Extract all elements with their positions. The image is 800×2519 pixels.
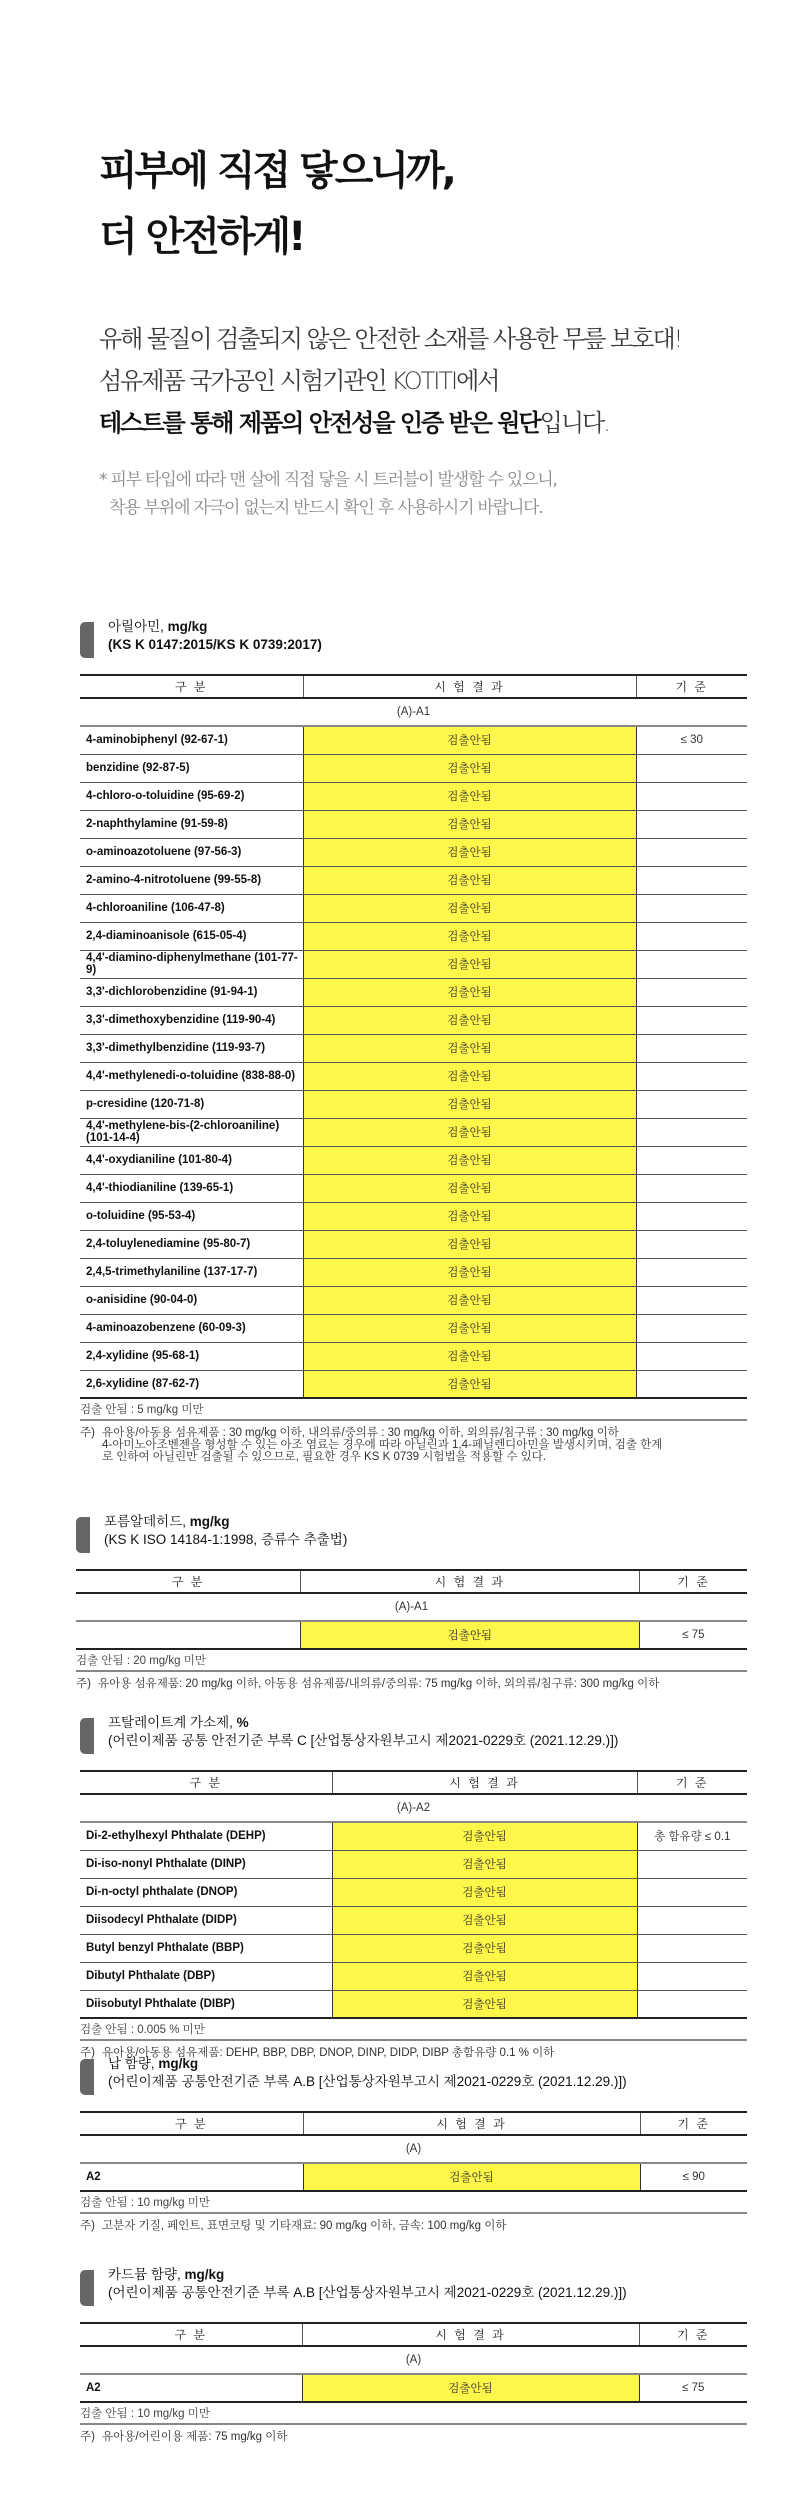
section-formaldehyde xyxy=(76,1513,747,1690)
test-result: 검출안됨 xyxy=(303,838,636,866)
table-header xyxy=(80,675,747,698)
standard-limit xyxy=(636,922,747,950)
footnote-mark: 주) xyxy=(76,1678,91,1690)
table-row xyxy=(80,1850,747,1878)
column-category: 구 분 xyxy=(80,2112,303,2135)
test-result: 검출안됨 xyxy=(303,1034,636,1062)
standard-limit: ≤ 75 xyxy=(639,1621,747,1649)
footnote-lines xyxy=(102,1427,662,1463)
hero-title-line-2: 더 안전하게! xyxy=(99,214,304,260)
results-table xyxy=(80,2322,747,2403)
test-result: 검출안됨 xyxy=(332,1850,637,1878)
section-phthalate xyxy=(80,1714,747,2059)
substance-name xyxy=(76,1621,300,1649)
substance-name: Di-2-ethylhexyl Phthalate (DEHP) xyxy=(80,1822,332,1850)
section-title-kr: 납 함량, xyxy=(108,2056,159,2071)
detection-limit: 검출 안됨 : 10 mg/kg 미만 xyxy=(80,2192,747,2214)
standard-limit: 총 함유량 ≤ 0.1 xyxy=(637,1822,747,1850)
substance-name: 2-amino-4-nitrotoluene (99-55-8) xyxy=(80,866,303,894)
substance-name: 4-chloroaniline (106-47-8) xyxy=(80,894,303,922)
table-header xyxy=(76,1570,747,1593)
column-category: 구 분 xyxy=(80,675,303,698)
test-result: 검출안됨 xyxy=(332,1990,637,2018)
table-row xyxy=(80,1006,747,1034)
footnote xyxy=(76,1672,747,1690)
section-title-unit: mg/kg xyxy=(158,2056,199,2071)
footnote-line: 유아용/아동용 섬유제품: DEHP, BBP, DBP, DNOP, DINP, DIDP, DIBP 총함유량 0.1 % 이하 xyxy=(102,2047,555,2059)
test-result: 검출안됨 xyxy=(332,1962,637,1990)
test-result: 검출안됨 xyxy=(303,1342,636,1370)
subheader-row xyxy=(80,2346,747,2374)
substance-name: 4-aminobiphenyl (92-67-1) xyxy=(80,726,303,754)
table-row xyxy=(80,1258,747,1286)
standard-limit: ≤ 75 xyxy=(639,2374,747,2402)
footnote-lines xyxy=(102,2220,506,2232)
results-table xyxy=(76,1569,747,1650)
test-result: 검출안됨 xyxy=(303,978,636,1006)
test-result: 검출안됨 xyxy=(303,1118,636,1146)
test-result: 검출안됨 xyxy=(303,1370,636,1398)
test-result: 검출안됨 xyxy=(303,1286,636,1314)
section-heading xyxy=(80,1714,747,1760)
table-row xyxy=(80,866,747,894)
section-title xyxy=(108,2266,747,2284)
table-body xyxy=(76,1593,747,1649)
section-heading xyxy=(80,618,747,664)
column-category: 구 분 xyxy=(80,1771,332,1794)
standard-limit xyxy=(636,1034,747,1062)
substance-name: 2-naphthylamine (91-59-8) xyxy=(80,810,303,838)
intro-line-1: 유해 물질이 검출되지 않은 안전한 소재를 사용한 무릎 보호대! xyxy=(99,325,682,353)
table-row xyxy=(80,894,747,922)
footnote-line: 고분자 기질, 페인트, 표면코팅 및 기타재료: 90 mg/kg 이하, 금속: 100 mg/kg 이하 xyxy=(102,2220,507,2232)
substance-name: o-toluidine (95-53-4) xyxy=(80,1202,303,1230)
subheader-row xyxy=(80,2135,747,2163)
section-arylamine xyxy=(80,618,747,1463)
table-body xyxy=(80,1794,747,2018)
column-result: 시 험 결 과 xyxy=(300,1570,639,1593)
column-result: 시 험 결 과 xyxy=(332,1771,637,1794)
table-row xyxy=(80,838,747,866)
hero-title-line-1: 피부에 직접 닿으니까, xyxy=(99,148,454,194)
substance-name: o-anisidine (90-04-0) xyxy=(80,1286,303,1314)
substance-name: Di-iso-nonyl Phthalate (DINP) xyxy=(80,1850,332,1878)
standard-limit xyxy=(636,894,747,922)
substance-name: o-aminoazotoluene (97-56-3) xyxy=(80,838,303,866)
test-result: 검출안됨 xyxy=(302,2374,639,2402)
test-result: 검출안됨 xyxy=(332,1934,637,1962)
substance-name: 2,4-toluylenediamine (95-80-7) xyxy=(80,1230,303,1258)
section-heading xyxy=(80,2266,747,2312)
footnote-line: 유아용/아동용 섬유제품 : 30 mg/kg 이하, 내의류/중의류 : 30 mg/kg 이하, 외의류/침구류 : 30 mg/kg 이하 xyxy=(102,1427,619,1439)
standard-limit xyxy=(636,1062,747,1090)
standard-limit xyxy=(636,782,747,810)
intro-line-3 xyxy=(99,402,681,444)
subheader-cell: (A) xyxy=(80,2135,747,2163)
section-title xyxy=(108,2055,747,2073)
table-row xyxy=(80,1934,747,1962)
test-result: 검출안됨 xyxy=(303,754,636,782)
table-row xyxy=(80,1118,747,1146)
test-result: 검출안됨 xyxy=(303,782,636,810)
column-standard: 기 준 xyxy=(639,1570,747,1593)
caution-text xyxy=(99,466,557,522)
footnote-mark: 주) xyxy=(80,2220,95,2232)
test-result: 검출안됨 xyxy=(332,1822,637,1850)
standard-limit xyxy=(636,1342,747,1370)
table-row xyxy=(80,1230,747,1258)
section-method: (어린이제품 공통안전기준 부록 A.B [산업통상자원부고시 제2021-0229호 (2021.12.29.)]) xyxy=(108,2074,627,2089)
section-title xyxy=(108,1714,747,1732)
heading-bar-icon xyxy=(80,2270,94,2306)
header-row xyxy=(80,675,747,698)
substance-name: 4-chloro-o-toluidine (95-69-2) xyxy=(80,782,303,810)
test-result: 검출안됨 xyxy=(303,950,636,978)
results-table xyxy=(80,674,747,1399)
substance-name: 4,4'-methylene-bis-(2-chloroaniline) (101-14-4) xyxy=(80,1118,303,1146)
standard-limit xyxy=(636,1258,747,1286)
table-row xyxy=(80,1314,747,1342)
section-title xyxy=(108,618,747,636)
test-result: 검출안됨 xyxy=(303,1006,636,1034)
footnote-line: 4-아미노아조벤젠을 형성할 수 있는 아조 염료는 경우에 따라 아닐린과 1,4-페닐렌디아민을 발생시키며, 검출 한계 xyxy=(102,1439,663,1451)
test-result: 검출안됨 xyxy=(303,726,636,754)
table-row xyxy=(80,2163,747,2191)
section-title-unit: % xyxy=(236,1715,249,1730)
footnote-line: 유아용/어린이용 제품: 75 mg/kg 이하 xyxy=(102,2431,288,2443)
footnote-line: 로 인하여 아닐린만 검출될 수 있으므로, 필요한 경우 KS K 0739 시험법을 적용할 수 있다. xyxy=(102,1451,547,1463)
footnote xyxy=(80,2425,747,2443)
subheader-cell: (A)-A2 xyxy=(80,1794,747,1822)
column-category: 구 분 xyxy=(76,1570,300,1593)
standard-limit xyxy=(636,1090,747,1118)
test-result: 검출안됨 xyxy=(303,1314,636,1342)
results-table xyxy=(80,2111,747,2192)
subheader-row xyxy=(76,1593,747,1621)
standard-limit: ≤ 30 xyxy=(636,726,747,754)
footnote xyxy=(80,1421,747,1463)
standard-limit: ≤ 90 xyxy=(640,2163,747,2191)
section-title-unit: mg/kg xyxy=(167,619,208,634)
heading-bar-icon xyxy=(80,1718,94,1754)
table-row xyxy=(80,782,747,810)
subheader-cell: (A)-A1 xyxy=(76,1593,747,1621)
test-result: 검출안됨 xyxy=(332,1906,637,1934)
substance-name: 4,4'-oxydianiline (101-80-4) xyxy=(80,1146,303,1174)
column-standard: 기 준 xyxy=(640,2112,747,2135)
table-row xyxy=(80,2374,747,2402)
substance-name: A2 xyxy=(80,2374,302,2402)
intro-text xyxy=(99,318,681,444)
substance-name: Butyl benzyl Phthalate (BBP) xyxy=(80,1934,332,1962)
subheader-row xyxy=(80,698,747,726)
substance-name: 2,4,5-trimethylaniline (137-17-7) xyxy=(80,1258,303,1286)
substance-name: benzidine (92-87-5) xyxy=(80,754,303,782)
standard-limit xyxy=(636,1146,747,1174)
table-row xyxy=(80,1342,747,1370)
standard-limit xyxy=(637,1850,747,1878)
standard-limit xyxy=(637,1878,747,1906)
standard-limit xyxy=(636,1370,747,1398)
table-row xyxy=(80,1990,747,2018)
header-row xyxy=(76,1570,747,1593)
table-row xyxy=(80,1202,747,1230)
section-title-kr: 카드뮴 함량, xyxy=(108,2267,185,2282)
substance-name: 2,6-xylidine (87-62-7) xyxy=(80,1370,303,1398)
test-result: 검출안됨 xyxy=(300,1621,639,1649)
table-row xyxy=(80,978,747,1006)
test-result: 검출안됨 xyxy=(303,1202,636,1230)
hero-heading xyxy=(99,138,454,270)
substance-name: Diisodecyl Phthalate (DIDP) xyxy=(80,1906,332,1934)
substance-name: 3,3'-dimethylbenzidine (119-93-7) xyxy=(80,1034,303,1062)
table-row xyxy=(80,1146,747,1174)
test-result: 검출안됨 xyxy=(303,922,636,950)
section-title-unit: mg/kg xyxy=(184,2267,225,2282)
standard-limit xyxy=(636,1006,747,1034)
section-method: (KS K 0147:2015/KS K 0739:2017) xyxy=(108,637,322,652)
detection-limit: 검출 안됨 : 0.005 % 미만 xyxy=(80,2019,747,2041)
column-category: 구 분 xyxy=(80,2323,302,2346)
intro-line-3-bold: 테스트를 통해 제품의 안전성을 인증 받은 원단 xyxy=(99,409,540,437)
test-result: 검출안됨 xyxy=(303,1230,636,1258)
table-row xyxy=(80,754,747,782)
table-row xyxy=(80,1286,747,1314)
column-result: 시 험 결 과 xyxy=(302,2323,639,2346)
section-cadmium xyxy=(80,2266,747,2443)
footnote-mark: 주) xyxy=(80,2047,95,2059)
substance-name: A2 xyxy=(80,2163,303,2191)
results-table xyxy=(80,1770,747,2019)
intro-line-3-rest: 입니다. xyxy=(539,409,609,437)
table-header xyxy=(80,2112,747,2135)
substance-name: 4-aminoazobenzene (60-09-3) xyxy=(80,1314,303,1342)
detection-limit: 검출 안됨 : 20 mg/kg 미만 xyxy=(76,1650,747,1672)
standard-limit xyxy=(637,1906,747,1934)
section-title-unit: mg/kg xyxy=(189,1514,230,1529)
header-row xyxy=(80,2112,747,2135)
column-result: 시 험 결 과 xyxy=(303,675,636,698)
table-row xyxy=(76,1621,747,1649)
header-row xyxy=(80,2323,747,2346)
test-result: 검출안됨 xyxy=(303,866,636,894)
substance-name: Dibutyl Phthalate (DBP) xyxy=(80,1962,332,1990)
standard-limit xyxy=(637,1934,747,1962)
caution-line-1: * 피부 타입에 따라 맨 살에 직접 닿을 시 트러블이 발생할 수 있으니, xyxy=(99,470,557,490)
subheader-row xyxy=(80,1794,747,1822)
substance-name: p-cresidine (120-71-8) xyxy=(80,1090,303,1118)
table-body xyxy=(80,2135,747,2191)
section-method: (KS K ISO 14184-1:1998, 증류수 추출법) xyxy=(104,1532,348,1547)
standard-limit xyxy=(637,1990,747,2018)
substance-name: 4,4'-methylenedi-o-toluidine (838-88-0) xyxy=(80,1062,303,1090)
substance-name: 2,4-diaminoanisole (615-05-4) xyxy=(80,922,303,950)
test-result: 검출안됨 xyxy=(303,1146,636,1174)
standard-limit xyxy=(636,1202,747,1230)
table-row xyxy=(80,922,747,950)
substance-name: Diisobutyl Phthalate (DIBP) xyxy=(80,1990,332,2018)
column-standard: 기 준 xyxy=(637,1771,747,1794)
section-method: (어린이제품 공통 안전기준 부록 C [산업통상자원부고시 제2021-0229호 (2021.12.29.)]) xyxy=(108,1733,619,1748)
test-result: 검출안됨 xyxy=(303,1062,636,1090)
test-result: 검출안됨 xyxy=(303,894,636,922)
standard-limit xyxy=(636,866,747,894)
test-result: 검출안됨 xyxy=(303,2163,640,2191)
table-row xyxy=(80,1174,747,1202)
column-standard: 기 준 xyxy=(639,2323,747,2346)
test-result: 검출안됨 xyxy=(303,1258,636,1286)
heading-bar-icon xyxy=(80,622,94,658)
substance-name: 3,3'-dimethoxybenzidine (119-90-4) xyxy=(80,1006,303,1034)
substance-name: 3,3'-dichlorobenzidine (91-94-1) xyxy=(80,978,303,1006)
section-title xyxy=(104,1513,747,1531)
table-row xyxy=(80,1090,747,1118)
test-result: 검출안됨 xyxy=(303,810,636,838)
standard-limit xyxy=(636,978,747,1006)
section-title-kr: 포름알데히드, xyxy=(104,1514,190,1529)
section-heading xyxy=(76,1513,747,1559)
subheader-cell: (A)-A1 xyxy=(80,698,747,726)
test-result: 검출안됨 xyxy=(332,1878,637,1906)
section-title-kr: 프탈레이트계 가소제, xyxy=(108,1715,237,1730)
intro-line-2: 섬유제품 국가공인 시험기관인 KOTITI에서 xyxy=(99,367,499,395)
column-result: 시 험 결 과 xyxy=(303,2112,640,2135)
section-method: (어린이제품 공통안전기준 부록 A.B [산업통상자원부고시 제2021-0229호 (2021.12.29.)]) xyxy=(108,2285,627,2300)
footnote-lines xyxy=(102,2431,287,2443)
footnote-lines xyxy=(98,1678,659,1690)
substance-name: 4,4'-thiodianiline (139-65-1) xyxy=(80,1174,303,1202)
header-row xyxy=(80,1771,747,1794)
standard-limit xyxy=(636,1314,747,1342)
table-body xyxy=(80,698,747,1398)
table-body xyxy=(80,2346,747,2402)
subheader-cell: (A) xyxy=(80,2346,747,2374)
table-row xyxy=(80,1034,747,1062)
table-row xyxy=(80,950,747,978)
table-header xyxy=(80,2323,747,2346)
standard-limit xyxy=(636,1118,747,1146)
section-lead xyxy=(80,2055,747,2232)
heading-bar-icon xyxy=(76,1517,90,1553)
detection-limit: 검출 안됨 : 5 mg/kg 미만 xyxy=(80,1399,747,1421)
standard-limit xyxy=(636,754,747,782)
footnote-mark: 주) xyxy=(80,1427,95,1439)
substance-name: 4,4'-diamino-diphenylmethane (101-77-9) xyxy=(80,950,303,978)
substance-name: Di-n-octyl phthalate (DNOP) xyxy=(80,1878,332,1906)
standard-limit xyxy=(636,838,747,866)
test-result: 검출안됨 xyxy=(303,1174,636,1202)
standard-limit xyxy=(636,1230,747,1258)
table-row xyxy=(80,1906,747,1934)
footnote-line: 유아용 섬유제품: 20 mg/kg 이하, 아동용 섬유제품/내의류/중의류: 75 mg/kg 이하, 외의류/침구류: 300 mg/kg 이하 xyxy=(98,1678,660,1690)
table-header xyxy=(80,1771,747,1794)
section-heading xyxy=(80,2055,747,2101)
caution-line-2: 착용 부위에 자극이 없는지 반드시 확인 후 사용하시기 바랍니다. xyxy=(109,498,543,518)
standard-limit xyxy=(637,1962,747,1990)
table-row xyxy=(80,1062,747,1090)
standard-limit xyxy=(636,810,747,838)
table-row xyxy=(80,726,747,754)
detection-limit: 검출 안됨 : 10 mg/kg 미만 xyxy=(80,2403,747,2425)
column-standard: 기 준 xyxy=(636,675,747,698)
table-row xyxy=(80,1878,747,1906)
table-row xyxy=(80,810,747,838)
footnote-mark: 주) xyxy=(80,2431,95,2443)
table-row xyxy=(80,1962,747,1990)
standard-limit xyxy=(636,950,747,978)
footnote xyxy=(80,2214,747,2232)
table-row xyxy=(80,1370,747,1398)
heading-bar-icon xyxy=(80,2059,94,2095)
substance-name: 2,4-xylidine (95-68-1) xyxy=(80,1342,303,1370)
test-result: 검출안됨 xyxy=(303,1090,636,1118)
standard-limit xyxy=(636,1174,747,1202)
table-row xyxy=(80,1822,747,1850)
section-title-kr: 아릴아민, xyxy=(108,619,168,634)
standard-limit xyxy=(636,1286,747,1314)
